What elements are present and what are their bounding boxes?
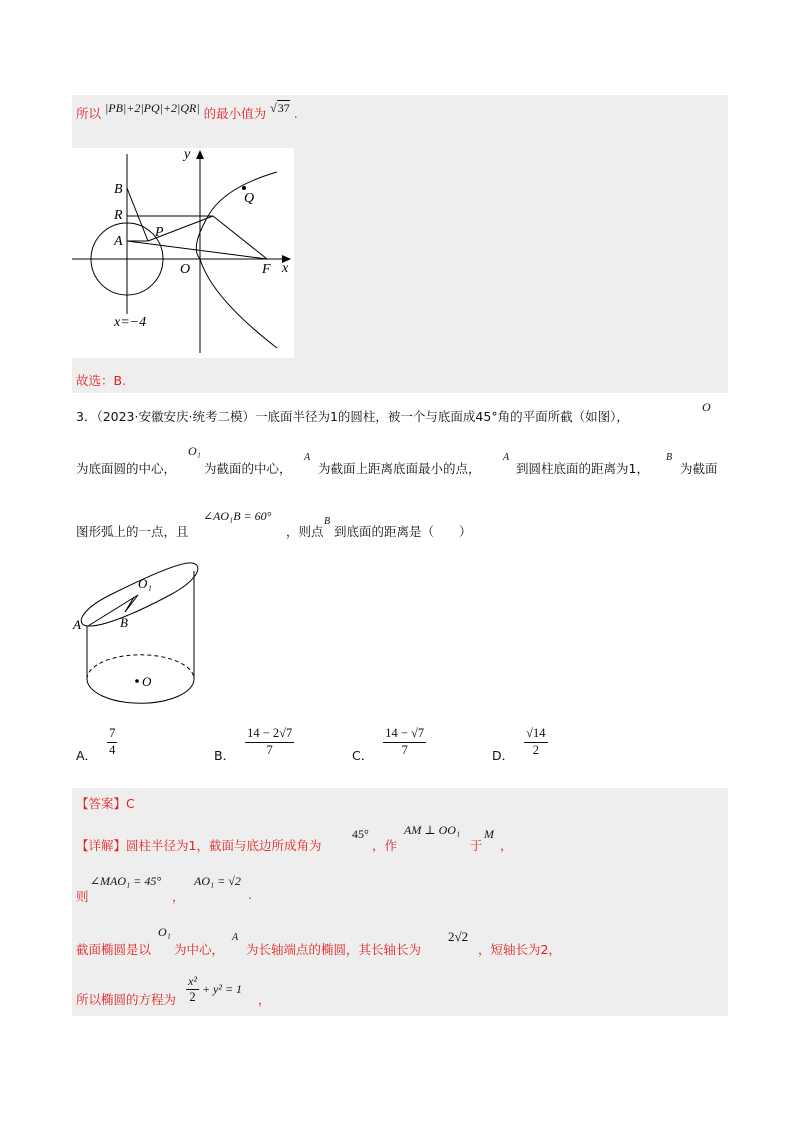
question-text-2d: 到圆柱底面的距离为1，	[516, 461, 649, 476]
question-text-3c: 到底面的距离是（ ）	[334, 524, 472, 539]
option-D-label: D．	[492, 748, 515, 763]
detail-text-2a: 则	[76, 889, 89, 904]
option-D-numerator: √14	[524, 726, 547, 743]
option-C-denominator: 7	[401, 742, 408, 757]
detail-text-4a: 所以椭圆的方程为	[76, 992, 177, 1007]
point-B-symbol-2: B	[324, 516, 331, 527]
point-Q-label: Q	[244, 191, 255, 206]
question-text-1: 一底面半径为1的圆柱，被一个与底面成45°角的平面所截（如图），	[254, 409, 629, 424]
question-text-3a: 图形弧上的一点，且	[76, 524, 189, 539]
detail-text-1c: 于	[470, 838, 483, 853]
x-axis-label: x	[282, 261, 289, 276]
perpendicular-expr: AM ⊥ OO₁	[404, 823, 461, 837]
min-value: 37	[277, 101, 290, 115]
angle-45: 45°	[352, 827, 369, 841]
parabola-figure	[72, 148, 294, 358]
point-B-symbol: B	[666, 452, 673, 463]
point-A-symbol-2: A	[503, 452, 510, 463]
min-value-line: 所以 |PB|+2|PQ|+2|QR| 的最小值为 √37 .	[76, 101, 298, 121]
detail-text-2b: ，	[172, 889, 185, 904]
detail-line-1	[76, 836, 321, 854]
detail-text-3b: 为中心，	[174, 942, 225, 957]
detail-text-3a: 截面椭圆是以	[76, 942, 152, 957]
A-symbol-solution: A	[232, 932, 239, 943]
end-period: .	[293, 106, 298, 121]
option-B-denominator: 7	[266, 742, 273, 757]
option-A-label: A．	[76, 748, 98, 763]
question-text-2b: 为截面的中心，	[204, 461, 292, 476]
equation-denominator: 2	[189, 990, 196, 1004]
previous-answer: 故选：B.	[76, 373, 127, 388]
label-O: O	[142, 674, 152, 689]
option-B-numerator: 14 − 2√7	[245, 726, 294, 743]
option-C[interactable]	[352, 720, 426, 764]
option-D-denominator: 2	[532, 742, 539, 757]
point-B-label: B	[114, 182, 123, 197]
equation-numerator: x²	[188, 974, 197, 988]
detail-text-1a: 圆柱半径为1，截面与底边所成角为	[126, 838, 322, 853]
middle-text: 的最小值为	[203, 106, 267, 121]
AO1-length-expr: AO₁ = √2	[194, 874, 241, 888]
y-axis-label: y	[184, 148, 191, 162]
option-C-label: C．	[352, 748, 374, 763]
detail-text-3c: 为长轴端点的椭圆，其长轴长为	[246, 942, 422, 957]
question-number: 3．	[76, 409, 97, 424]
option-C-numerator: 14 − √7	[383, 726, 426, 743]
solution-block-bottom	[72, 788, 728, 1016]
option-A[interactable]	[76, 720, 117, 764]
detail-text-1d: ，	[500, 838, 513, 853]
directrix-label: x=−4	[114, 315, 147, 330]
angle-MAO1-expr: ∠MAO₁ = 45°	[90, 874, 162, 888]
option-D[interactable]	[492, 720, 548, 764]
question-text-2e: 为截面	[680, 461, 718, 476]
O1-symbol-solution: O₁	[158, 925, 171, 939]
option-B-label: B．	[214, 748, 236, 763]
label-A: A	[73, 617, 81, 632]
point-M-symbol: M	[484, 827, 494, 841]
question-text-3b: ，则点	[286, 524, 324, 539]
detail-text-3d: ，短轴长为2，	[478, 942, 561, 957]
question-3-line-2	[76, 459, 176, 477]
point-A-symbol: A	[304, 452, 311, 463]
cylinder-figure	[70, 555, 210, 710]
focus-F-label: F	[262, 262, 271, 277]
option-A-numerator: 7	[107, 726, 117, 743]
option-B[interactable]	[214, 720, 294, 764]
equation-rest: + y² = 1	[201, 982, 243, 997]
point-O1-symbol: O₁	[188, 444, 201, 458]
detail-text-2c: .	[248, 887, 252, 902]
point-O-symbol: O	[702, 400, 711, 414]
question-text-2c: 为截面上距离底面最小的点，	[318, 461, 481, 476]
label-B: B	[120, 615, 128, 630]
detail-tag: 【详解】	[76, 838, 127, 853]
angle-expression: ∠AO₁B = 60°	[203, 509, 272, 523]
detail-text-4b: ，	[258, 992, 271, 1007]
point-A-label: A	[114, 234, 123, 249]
answer-tag: 【答案】C	[76, 796, 135, 811]
prefix-text: 所以	[76, 106, 102, 121]
label-O1: O₁	[138, 576, 152, 591]
distance-expression: |PB|+2|PQ|+2|QR|	[105, 101, 200, 115]
point-R-label: R	[114, 208, 123, 223]
origin-label: O	[180, 262, 191, 277]
detail-text-1b: ，作	[372, 838, 398, 853]
question-text-2a: 为底面圆的中心，	[76, 461, 177, 476]
option-A-denominator: 4	[109, 742, 116, 757]
ellipse-equation	[186, 974, 242, 1006]
question-source: （2023·安徽安庆·统考二模）	[96, 409, 255, 424]
point-P-label: P	[155, 225, 164, 240]
question-3-line-1	[76, 407, 629, 425]
major-axis-length: 2√2	[448, 929, 469, 944]
